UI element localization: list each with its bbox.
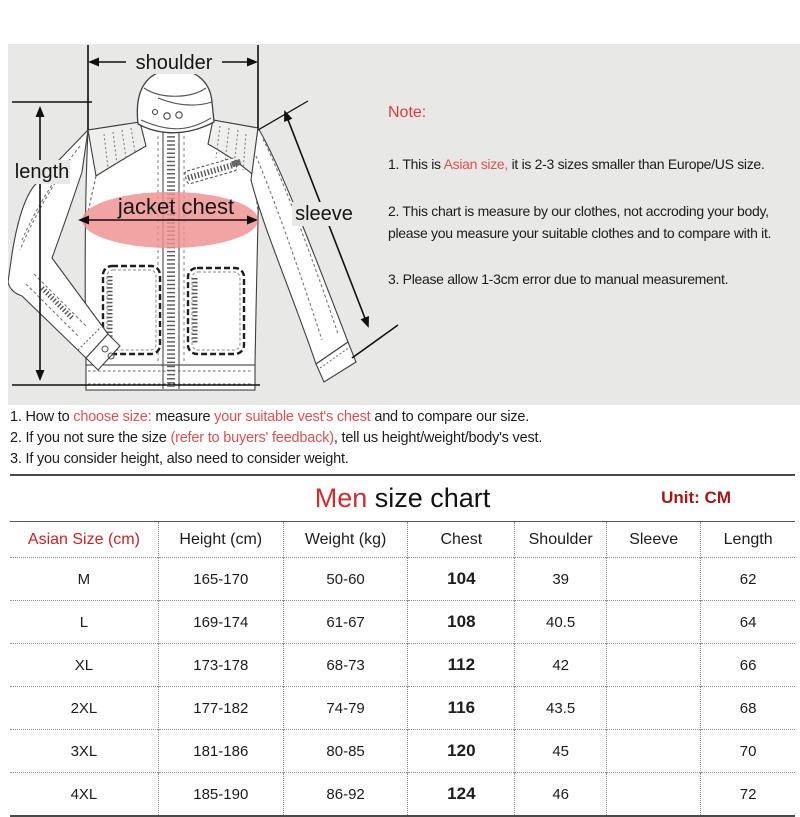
column-header: Height (cm) [158, 522, 283, 558]
diagram-and-notes-panel [8, 44, 800, 405]
column-header: Chest [408, 522, 515, 558]
table-cell: 120 [408, 730, 515, 773]
table-cell: 86-92 [283, 773, 408, 817]
table-cell: 74-79 [283, 687, 408, 730]
table-cell: 112 [408, 644, 515, 687]
table-cell [607, 644, 701, 687]
text-segment: 3. Please allow 1-3cm error due to manual measurement. [388, 271, 729, 287]
text-segment: 2. This chart is measure by our clothes, not accroding your body, [388, 203, 769, 219]
instruction-line-1 [10, 409, 529, 425]
table-cell: 42 [515, 644, 607, 687]
column-header: Weight (kg) [283, 522, 408, 558]
table-row [10, 773, 795, 817]
table-cell: 169-174 [158, 601, 283, 644]
table-row [10, 558, 795, 601]
text-segment: please you measure your suitable clothes and to compare with it. [388, 225, 772, 241]
table-cell [607, 558, 701, 601]
text-segment: it is 2-3 sizes smaller than Europe/US size. [507, 156, 765, 172]
table-cell: 61-67 [283, 601, 408, 644]
table-cell: 3XL [10, 730, 158, 773]
table-cell [607, 687, 701, 730]
size-table-title-row [10, 474, 795, 521]
size-table-header-row [10, 522, 795, 558]
collar [137, 70, 214, 133]
table-cell [607, 773, 701, 817]
text-segment: , tell us height/weight/body's vest. [333, 430, 543, 446]
table-cell: 66 [701, 644, 795, 687]
text-segment: choose size: [73, 409, 152, 425]
right-pocket [188, 268, 244, 354]
size-table [10, 521, 795, 817]
table-cell: 62 [701, 558, 795, 601]
sleeve-cap-top [258, 101, 308, 130]
text-segment: your suitable vest's chest [214, 409, 371, 425]
table-cell: L [10, 601, 158, 644]
table-cell: 46 [515, 773, 607, 817]
table-cell: 70 [701, 730, 795, 773]
length-label: length [14, 161, 70, 183]
note-title: Note: [388, 104, 427, 121]
table-row [10, 687, 795, 730]
text-segment: 1. This is [388, 156, 444, 172]
table-cell: 72 [701, 773, 795, 817]
table-cell: 68 [701, 687, 795, 730]
table-cell [607, 730, 701, 773]
text-segment: 1. How to [10, 409, 74, 425]
note-line-1 [388, 156, 764, 172]
unit-label: Unit: CM [661, 488, 731, 507]
jacket-chest-label: jacket chest [117, 194, 235, 219]
table-cell: 4XL [10, 773, 158, 817]
table-row [10, 601, 795, 644]
table-cell: 124 [408, 773, 515, 817]
text-segment: and to compare our size. [370, 409, 530, 425]
table-cell: XL [10, 644, 158, 687]
table-cell: 39 [515, 558, 607, 601]
table-cell: 181-186 [158, 730, 283, 773]
sleeve-cap-bottom [352, 325, 398, 358]
table-cell: 68-73 [283, 644, 408, 687]
shoulder-label: shoulder [135, 52, 213, 74]
table-cell: 116 [408, 687, 515, 730]
table-cell: M [10, 558, 158, 601]
table-row [10, 644, 795, 687]
note-line-2 [388, 203, 769, 219]
text-segment: 3. If you consider height, also need to consider weight. [10, 451, 349, 467]
column-header: Length [701, 522, 795, 558]
jacket-measurement-diagram [8, 44, 400, 405]
size-table-body [10, 558, 795, 817]
column-header: Shoulder [515, 522, 607, 558]
table-cell: 40.5 [515, 601, 607, 644]
table-cell: 108 [408, 601, 515, 644]
table-cell: 2XL [10, 687, 158, 730]
text-segment: size chart [374, 483, 491, 513]
table-row [10, 730, 795, 773]
table-cell: 50-60 [283, 558, 408, 601]
instruction-line-3 [10, 451, 349, 467]
note-line-2-continued [388, 225, 771, 241]
size-table-section [10, 474, 795, 817]
table-cell: 43.5 [515, 687, 607, 730]
text-segment: 2. If you not sure the size [10, 430, 171, 446]
table-cell: 104 [408, 558, 515, 601]
size-table-title [315, 476, 491, 514]
text-segment: measure [151, 409, 215, 425]
table-cell: 80-85 [283, 730, 408, 773]
column-header: Sleeve [607, 522, 701, 558]
table-cell [607, 601, 701, 644]
text-segment: Men [314, 483, 375, 513]
table-cell: 45 [515, 730, 607, 773]
text-segment: Asian size, [443, 156, 508, 172]
sleeve-label: sleeve [295, 203, 353, 225]
table-cell: 177-182 [158, 687, 283, 730]
table-cell: 185-190 [158, 773, 283, 817]
instruction-line-2 [10, 430, 542, 446]
text-segment: (refer to buyers' feedback) [170, 430, 334, 446]
table-cell: 173-178 [158, 644, 283, 687]
table-cell: 165-170 [158, 558, 283, 601]
table-cell: 64 [701, 601, 795, 644]
column-header: Asian Size (cm) [27, 530, 140, 548]
note-line-3 [388, 271, 728, 287]
